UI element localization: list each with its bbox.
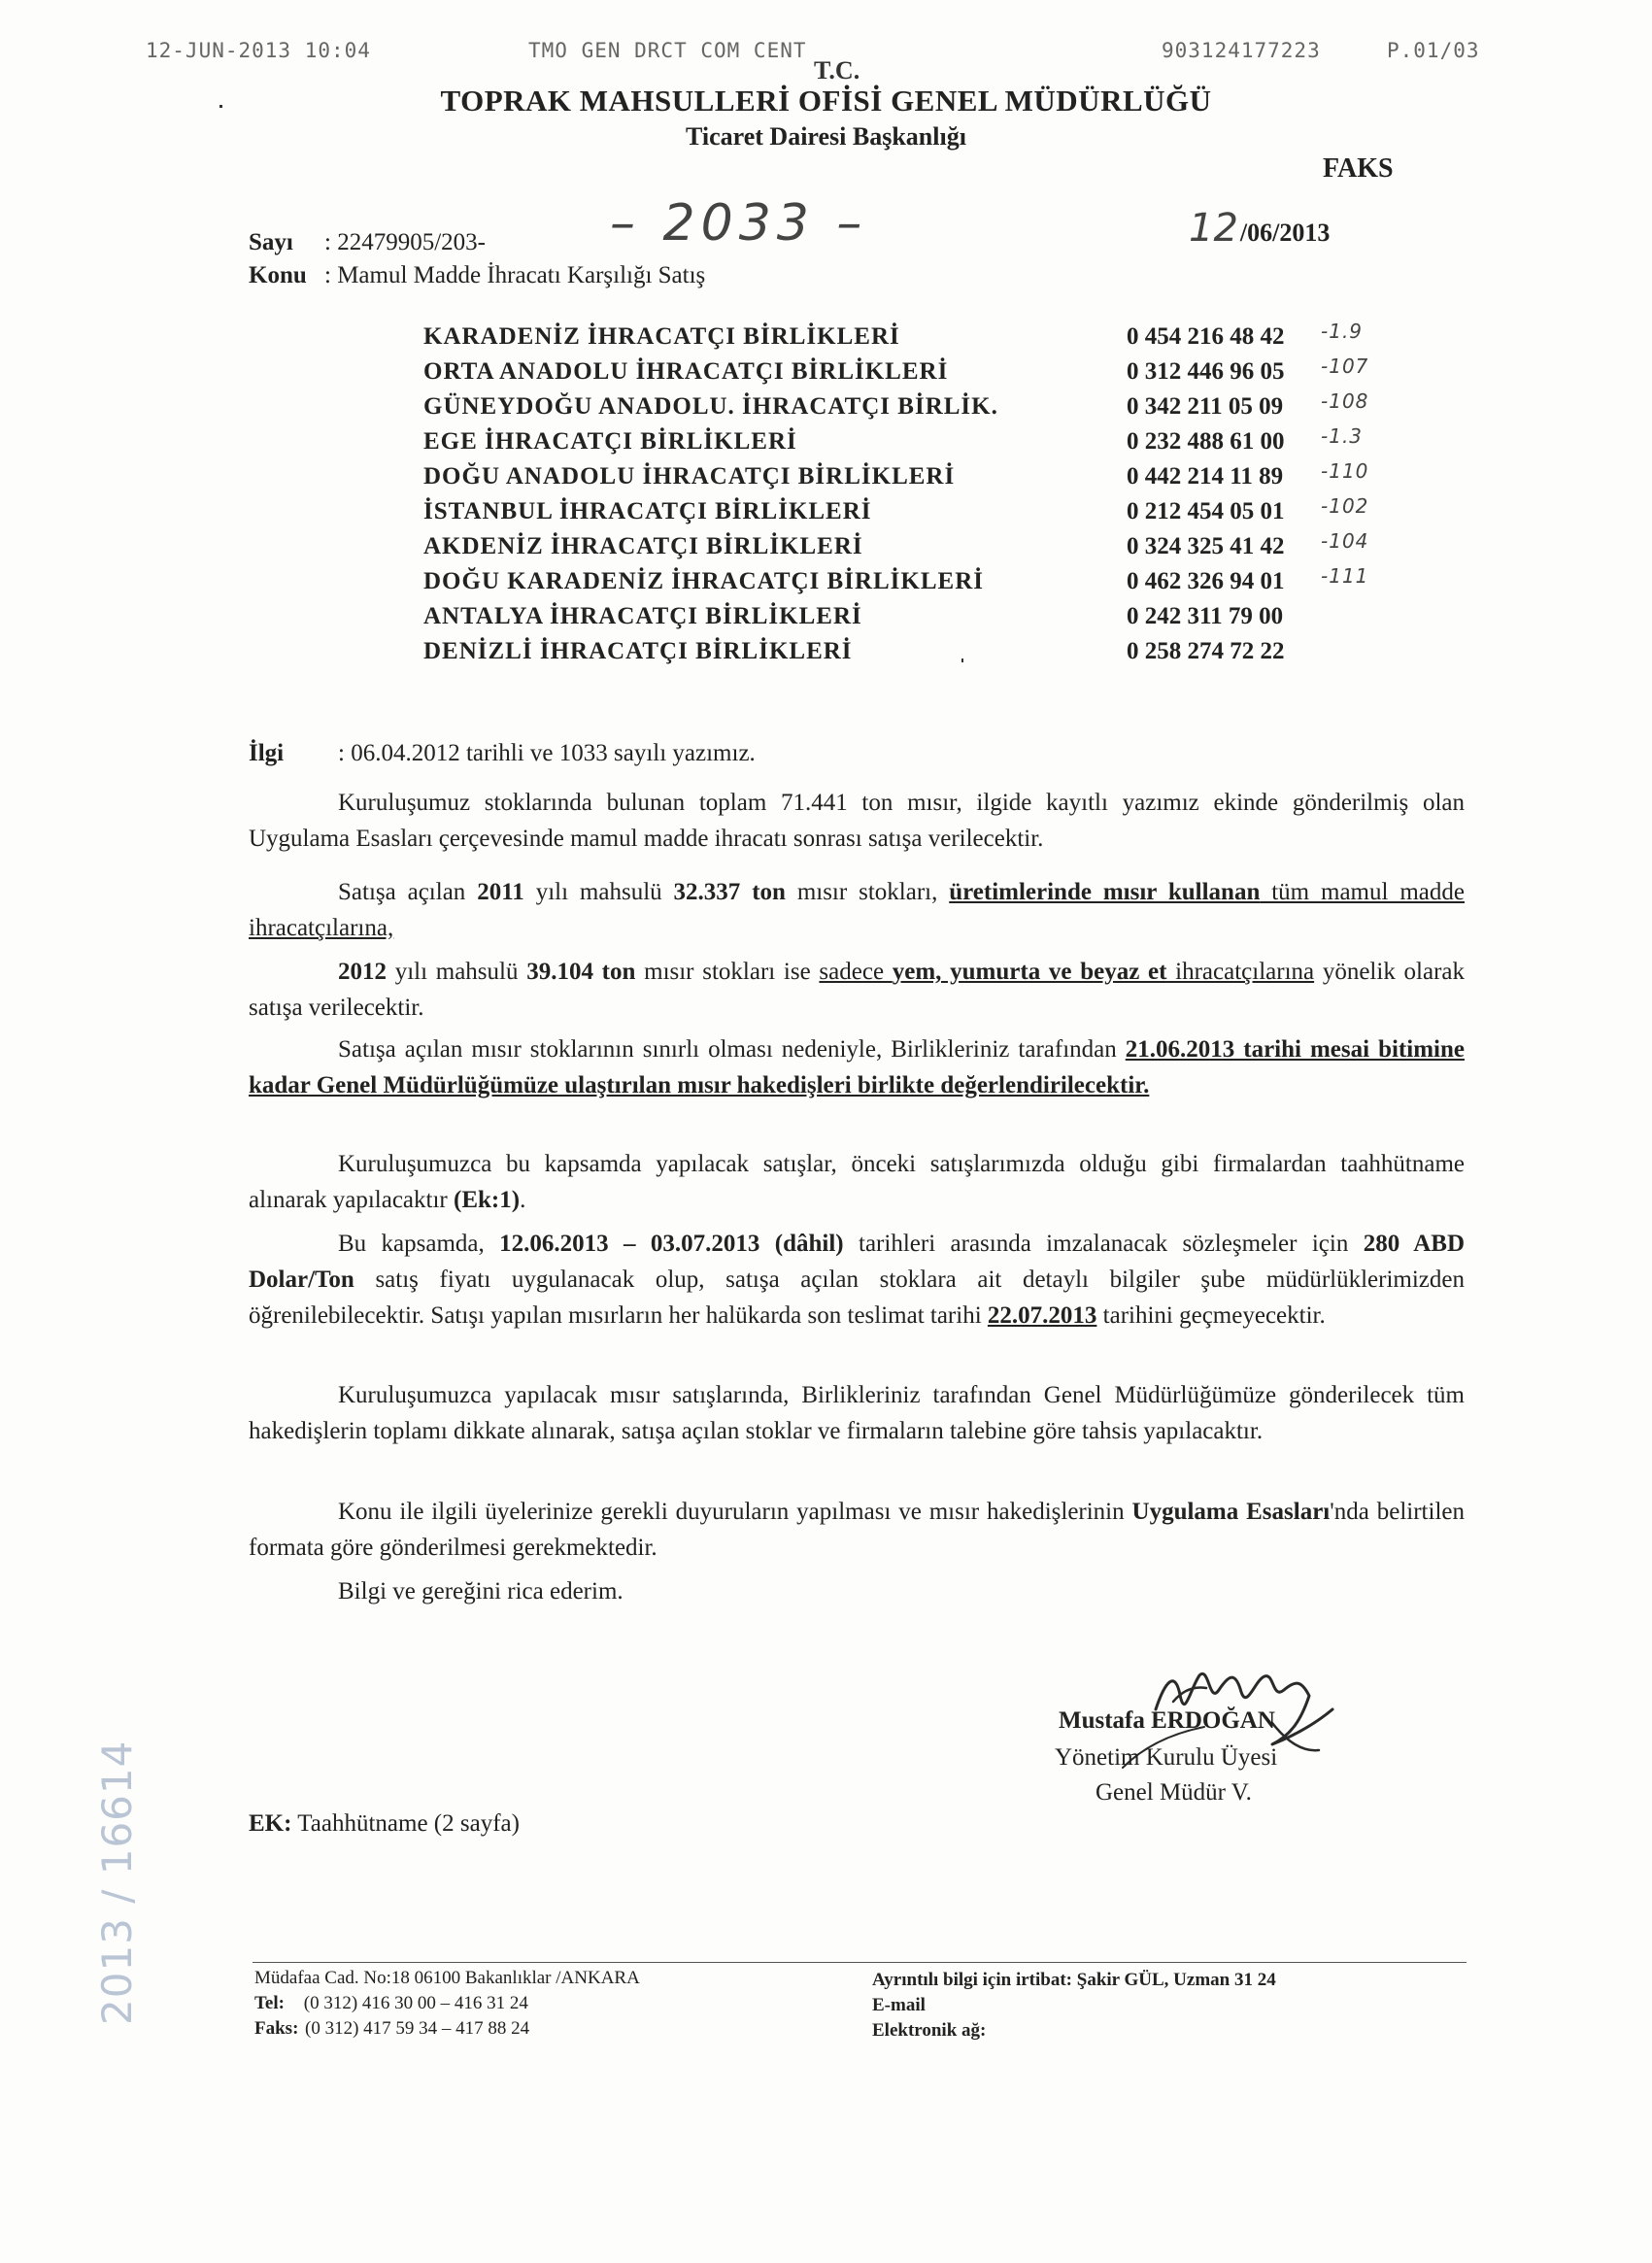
recipient-phone: 0 462 326 94 01: [1127, 568, 1285, 594]
paragraph-text: tarihleri arasında imzalanacak sözleşmeler için: [843, 1231, 1364, 1257]
footer-web-label: Elektronik ağ:: [872, 2020, 987, 2041]
recipient-phone: 0 232 488 61 00: [1127, 428, 1285, 455]
recipient-handwritten-note: -1.9: [1321, 320, 1364, 343]
recipient-phone: 0 454 216 48 42: [1127, 323, 1285, 350]
date-printed-rest: /06/2013: [1239, 219, 1331, 247]
recipient-name: DOĞU ANADOLU İHRACATÇI BİRLİKLERİ: [423, 463, 956, 490]
tc-fragment: T.C.: [814, 56, 860, 84]
body-paragraph-5: [249, 1146, 1465, 1218]
recipient-row: [423, 424, 1492, 463]
attachment-label: EK:: [249, 1810, 292, 1837]
recipient-row: [423, 494, 1492, 533]
recipient-phone: 0 342 211 05 09: [1127, 393, 1284, 420]
footer-address: Müdafaa Cad. No:18 06100 Bakanlıklar /ANKARA: [254, 1968, 640, 1988]
sayi-label: Sayı: [249, 229, 293, 255]
footer-fax: [254, 2016, 640, 2042]
sayi-row: [249, 229, 486, 256]
footer-tel-label: Tel:: [254, 1993, 285, 2013]
recipient-name: ORTA ANADOLU İHRACATÇI BİRLİKLERİ: [423, 358, 949, 385]
body-paragraph-3: [249, 954, 1465, 1026]
fax-datetime: 12-JUN-2013 10:04: [146, 39, 371, 62]
recipient-row: [423, 603, 1492, 638]
recipient-handwritten-note: -110: [1321, 459, 1369, 483]
paragraph-underlined-emphasis: üretimlerinde mısır kullanan: [949, 879, 1261, 905]
paragraph-emphasis: 2012: [338, 959, 387, 985]
body-paragraph-1: [249, 785, 1465, 857]
sayi-value: : 22479905/203-: [324, 229, 486, 255]
recipient-name: ANTALYA İHRACATÇI BİRLİKLERİ: [423, 603, 862, 629]
body-paragraph-2: [249, 874, 1465, 946]
footer-divider: [253, 1962, 1467, 1963]
paragraph-text: mısır stokları,: [785, 879, 950, 905]
ilgi-label: İlgi: [249, 740, 285, 766]
recipient-phone: 0 242 311 79 00: [1127, 603, 1284, 629]
recipient-list: [423, 320, 1492, 673]
scan-speck: [961, 659, 963, 662]
ilgi-row: [249, 740, 756, 767]
signatory-title: Genel Müdür V.: [1096, 1779, 1252, 1806]
department-title: Ticaret Dairesi Başkanlığı: [686, 122, 966, 151]
recipient-name: İSTANBUL İHRACATÇI BİRLİKLERİ: [423, 498, 872, 524]
paragraph-text: Kuruluşumuzca yapılacak mısır satışlarında, Birlikleriniz tarafından Genel Müdürlüğümüze gönderilecek tüm hakedişlerin toplamı dikkate alınarak, satışa açılan stoklar ve firmaların talebine göre tahsis yapılacaktır.: [249, 1382, 1465, 1444]
paragraph-text: Kuruluşumuzca bu kapsamda yapılacak satışlar, önceki satışlarımızda olduğu gibi firmalardan taahhütname alınarak yapılacaktır: [249, 1151, 1465, 1213]
handwritten-document-number: – 2033 –: [610, 194, 868, 253]
organization-title: TOPRAK MAHSULLERİ OFİSİ GENEL MÜDÜRLÜĞÜ: [440, 84, 1212, 118]
paragraph-underlined-emphasis: yem, yumurta ve beyaz et: [892, 959, 1167, 985]
body-paragraph-7: [249, 1377, 1465, 1449]
recipient-row: [423, 389, 1492, 428]
ilgi-value: : 06.04.2012 tarihli ve 1033 sayılı yazımız.: [338, 740, 756, 766]
paragraph-emphasis: 280 ABD Dolar/Ton: [249, 1231, 1466, 1293]
paragraph-text: Bu kapsamda,: [338, 1231, 500, 1257]
fax-page-count: P.01/03: [1387, 39, 1480, 62]
recipient-handwritten-note: -107: [1321, 355, 1369, 378]
date-handwritten-day: 12: [1189, 206, 1238, 251]
body-paragraph-6: [249, 1226, 1465, 1334]
paragraph-underlined-text: ihracatçılarına: [1166, 959, 1315, 985]
recipient-handwritten-note: -104: [1321, 529, 1369, 553]
paragraph-text: Satışa açılan: [338, 879, 478, 905]
paragraph-text: yılı mahsulü: [387, 959, 527, 985]
document-date: [1189, 206, 1330, 251]
recipient-handwritten-note: -102: [1321, 494, 1369, 518]
paragraph-emphasis: 12.06.2013 – 03.07.2013 (dâhil): [499, 1231, 844, 1257]
recipient-phone: 0 258 274 72 22: [1127, 638, 1285, 664]
recipient-name: DOĞU KARADENİZ İHRACATÇI BİRLİKLERİ: [423, 568, 984, 594]
recipient-handwritten-note: -111: [1321, 564, 1369, 588]
paragraph-text: tarihini geçmeyecektir.: [1096, 1302, 1326, 1329]
recipient-row: [423, 638, 1492, 673]
paragraph-underlined-text: tüm mamul madde ihracatçılarına,: [249, 879, 1465, 941]
fax-number: 903124177223: [1162, 39, 1321, 62]
paragraph-text: Bilgi ve gereğini rica ederim.: [338, 1578, 624, 1604]
footer-fax-value: (0 312) 417 59 34 – 417 88 24: [305, 2018, 530, 2039]
footer-tel: [254, 1991, 640, 2016]
body-paragraph-4: [249, 1031, 1465, 1103]
paragraph-emphasis: 39.104 ton: [526, 959, 636, 985]
paragraph-text: Konu ile ilgili üyelerinize gerekli duyuruların yapılması ve mısır hakedişlerinin: [338, 1499, 1132, 1525]
paragraph-text: Satışa açılan mısır stoklarının sınırlı olması nedeniyle, Birlikleriniz tarafından: [338, 1036, 1126, 1063]
fax-sender: TMO GEN DRCT COM CENT: [528, 39, 807, 62]
attachment-value: Taahhütname (2 sayfa): [291, 1810, 520, 1837]
paragraph-emphasis: 2011: [477, 879, 524, 905]
receipt-stamp: 2013 / 16614: [93, 1739, 141, 2025]
recipient-row: [423, 529, 1492, 568]
recipient-name: DENİZLİ İHRACATÇI BİRLİKLERİ: [423, 638, 853, 664]
paragraph-text: satış fiyatı uygulanacak olup, satışa açılan stoklara ait detaylı bilgiler şube müdürlüklerimizden öğrenilebilecektir. Satışı yapılan mısırların her halükarda son teslimat tarihi: [249, 1267, 1465, 1329]
footer-email-label: E-mail: [872, 1995, 926, 2015]
konu-row: [249, 262, 705, 289]
recipient-name: KARADENİZ İHRACATÇI BİRLİKLERİ: [423, 323, 900, 350]
paragraph-emphasis: 32.337 ton: [673, 879, 786, 905]
signatory-name: Mustafa ERDOĞAN: [1059, 1707, 1275, 1734]
recipient-row: [423, 355, 1492, 393]
signatory-role: Yönetim Kurulu Üyesi: [1055, 1744, 1278, 1771]
recipient-phone: 0 324 325 41 42: [1127, 533, 1285, 559]
paragraph-text: yılı mahsulü: [523, 879, 674, 905]
recipient-phone: 0 442 214 11 89: [1127, 463, 1284, 490]
paragraph-text: yönelik olarak satışa verilecektir.: [249, 959, 1466, 1021]
footer-tel-value: (0 312) 416 30 00 – 416 31 24: [303, 1993, 528, 2013]
recipient-name: GÜNEYDOĞU ANADOLU. İHRACATÇI BİRLİK.: [423, 393, 998, 420]
konu-value: : Mamul Madde İhracatı Karşılığı Satış: [324, 262, 706, 288]
recipient-row: [423, 320, 1492, 358]
paragraph-text: .: [520, 1187, 526, 1213]
body-paragraph-8: [249, 1494, 1465, 1566]
paragraph-text: 'nda belirtilen formata göre gönderilmesi gerekmektedir.: [249, 1499, 1465, 1561]
paragraph-emphasis: (Ek:1): [454, 1187, 521, 1213]
recipient-phone: 0 212 454 05 01: [1127, 498, 1285, 524]
footer-contact: Ayrıntılı bilgi için irtibat: Şakir GÜL, Uzman 31 24: [872, 1970, 1276, 1990]
recipient-phone: 0 312 446 96 05: [1127, 358, 1285, 385]
paragraph-underlined-emphasis: 21.06.2013 tarihi mesai bitimine kadar Genel Müdürlüğümüze ulaştırılan mısır hakedişleri birlikte değerlendirilecektir.: [249, 1036, 1465, 1098]
document-type-label: FAKS: [1323, 153, 1394, 184]
paragraph-emphasis: Uygulama Esasları: [1131, 1499, 1331, 1525]
paragraph-text: Kuruluşumuz stoklarında bulunan toplam 71.441 ton mısır, ilgide kayıtlı yazımız ekinde gönderilmiş olan Uygulama Esasları çerçevesinde mamul madde ihracatı sonrası satışa verilecektir.: [249, 790, 1465, 852]
paragraph-text: mısır stokları ise: [635, 959, 820, 985]
recipient-handwritten-note: -108: [1321, 389, 1369, 413]
footer-address-block: [254, 1966, 640, 2042]
recipient-row: [423, 564, 1492, 603]
attachment-row: [249, 1810, 520, 1838]
paragraph-underlined-text: sadece: [819, 959, 893, 985]
recipient-handwritten-note: -1.3: [1321, 424, 1364, 448]
footer-fax-label: Faks:: [254, 2018, 299, 2039]
konu-label: Konu: [249, 262, 307, 288]
recipient-name: AKDENİZ İHRACATÇI BİRLİKLERİ: [423, 533, 863, 559]
recipient-name: EGE İHRACATÇI BİRLİKLERİ: [423, 428, 797, 455]
footer-contact-block: [872, 1968, 1276, 2043]
paragraph-underlined-emphasis: 22.07.2013: [987, 1302, 1097, 1329]
recipient-row: [423, 459, 1492, 498]
body-paragraph-9: [249, 1573, 1465, 1609]
